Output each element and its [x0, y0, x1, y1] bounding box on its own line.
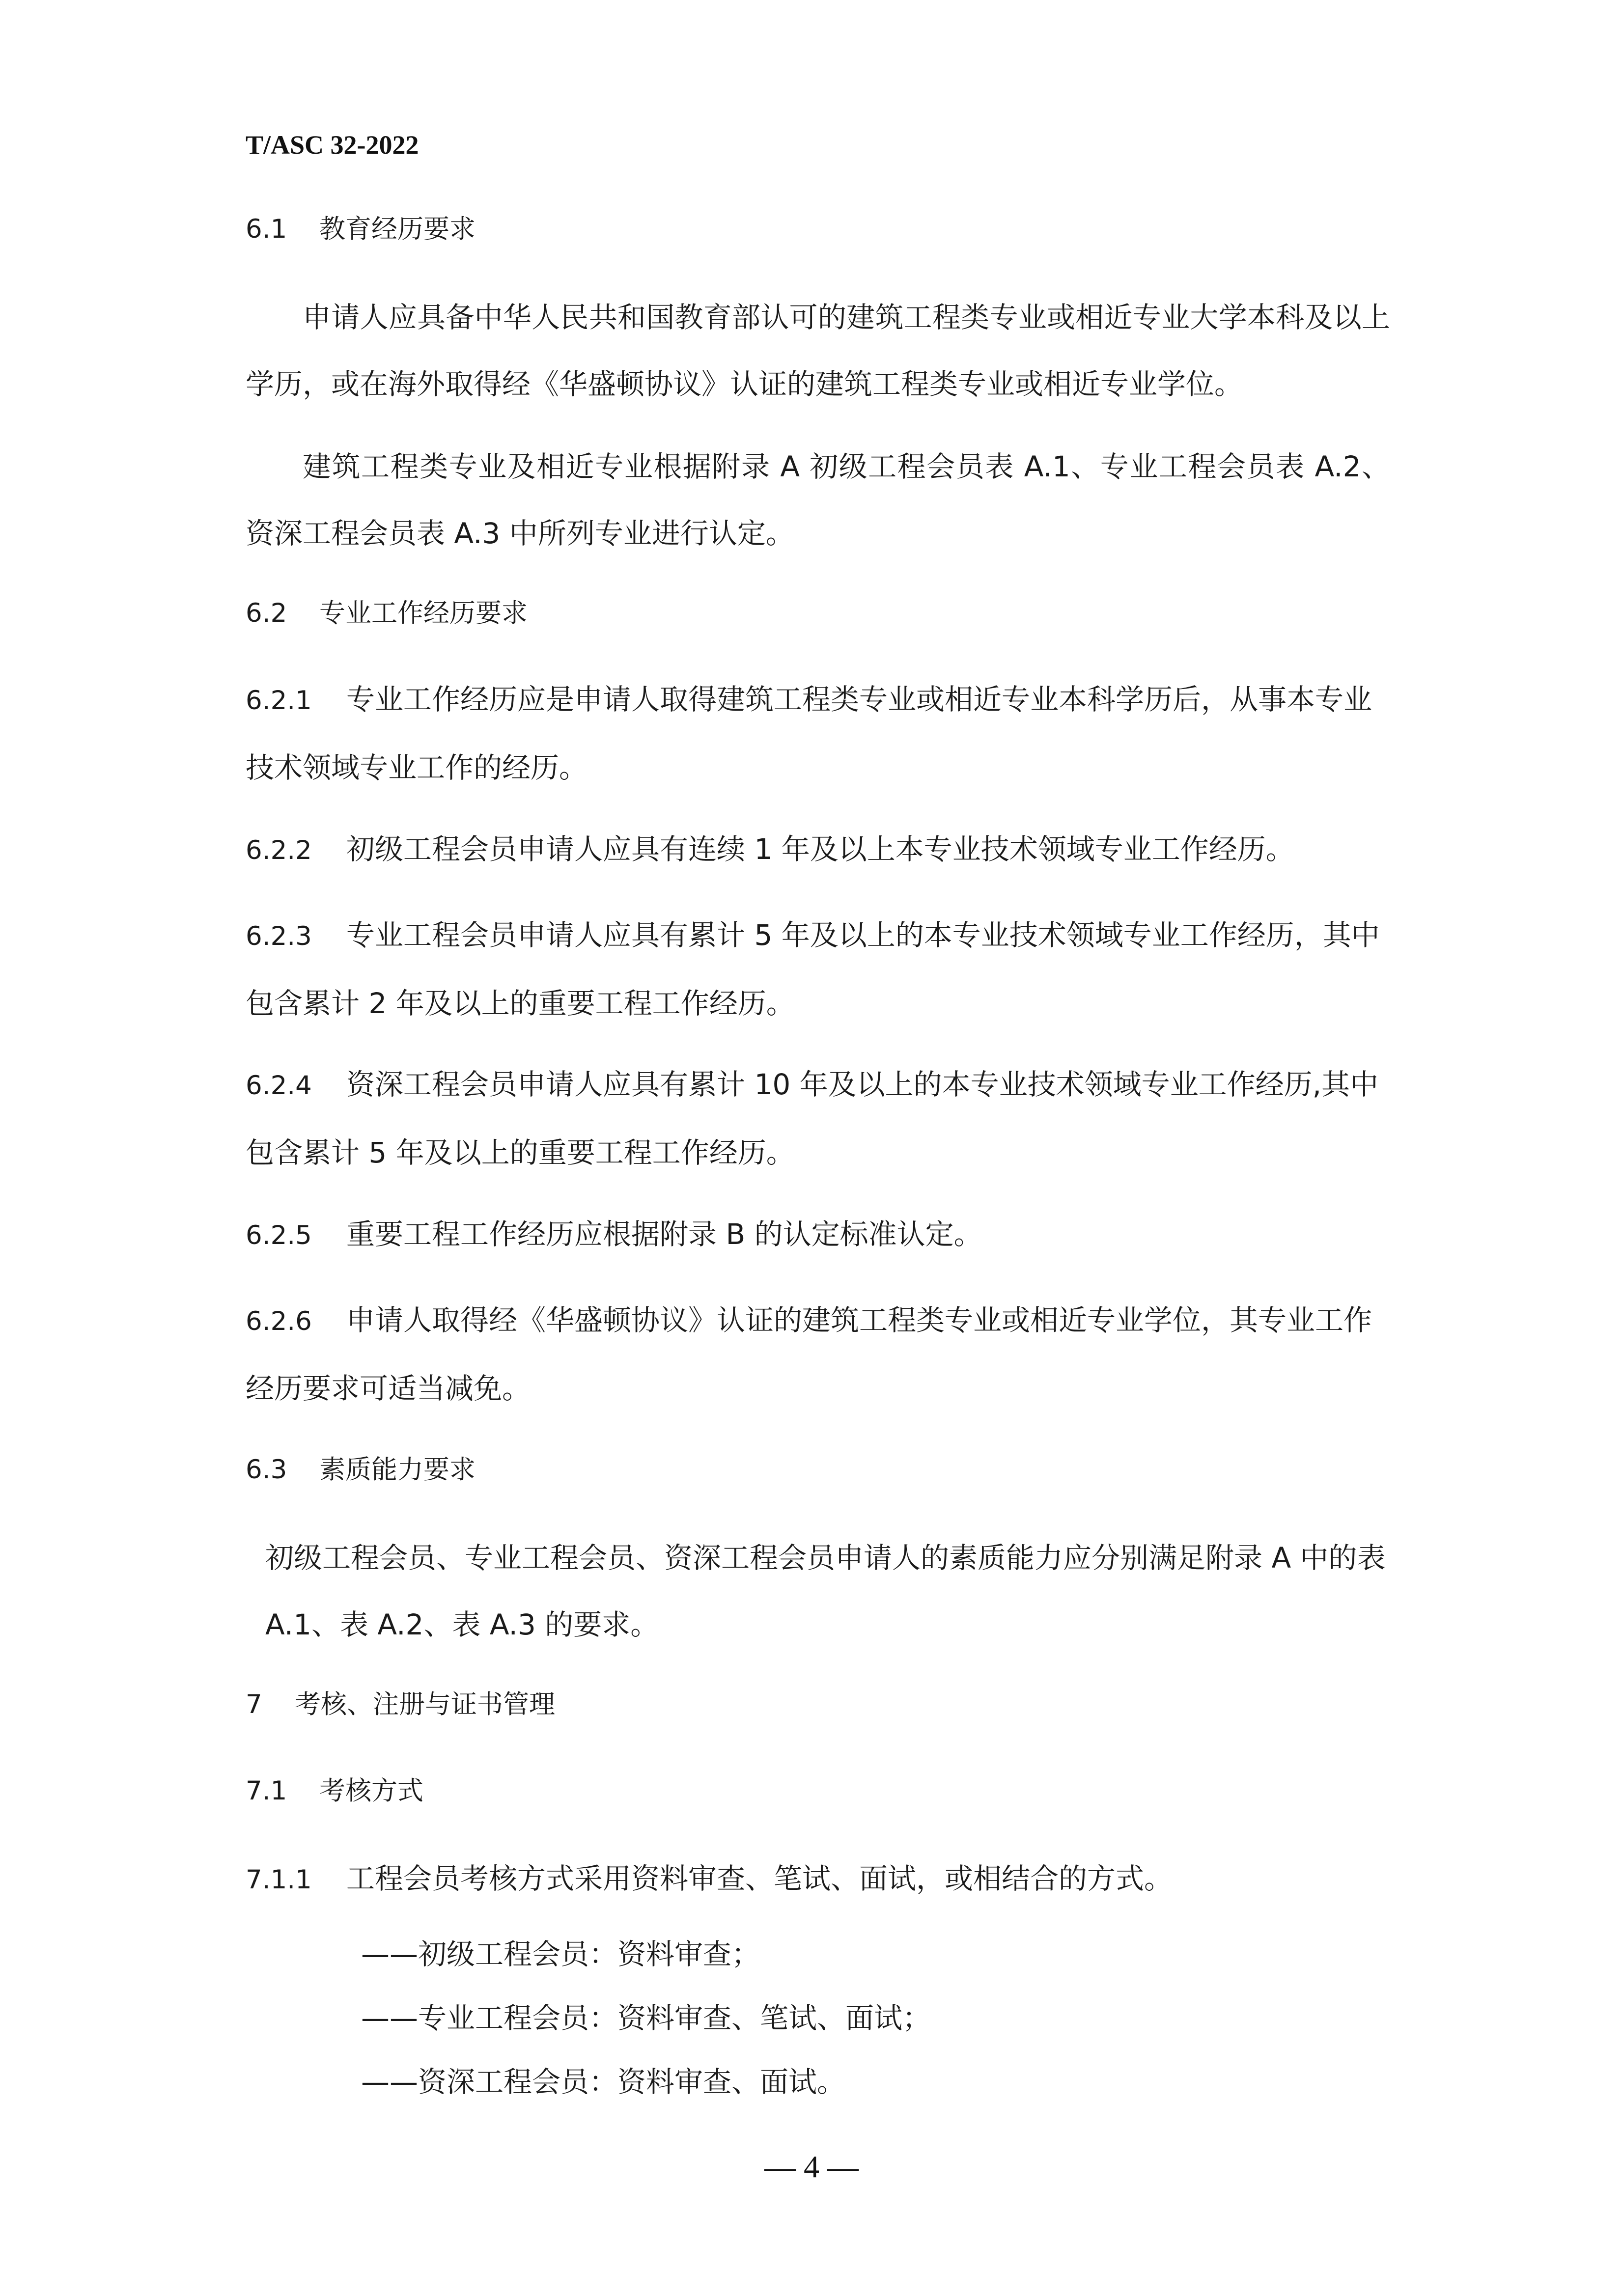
paragraph: 建筑工程类专业及相近专业根据附录 A 初级工程会员表 A.1、专业工程会员表 A.2、资深工程会员表 A.3 中所列专业进行认定。	[246, 450, 1390, 550]
clause-text: 初级工程会员申请人应具有连续 1 年及以上本专业技术领域专业工作经历。	[346, 832, 1294, 866]
page-number: — 4 —	[764, 2149, 859, 2184]
section-number: 7.1	[246, 1776, 287, 1806]
list-item: ——初级工程会员：资料审查；	[361, 1937, 760, 1971]
section-number: 6.2	[246, 598, 287, 628]
clause-6-2-3	[246, 902, 1390, 1037]
paragraph: 申请人应具备中华人民共和国教育部认可的建筑工程类专业或相近专业大学本科及以上学历，或在海外取得经《华盛顿协议》认证的建筑工程类专业或相近专业学位。	[246, 301, 1390, 401]
section-number: 6.1	[246, 214, 287, 244]
section-heading-6-1	[246, 216, 476, 242]
clause-text: 重要工程工作经历应根据附录 B 的认定标准认定。	[346, 1217, 982, 1251]
list-item: ——资深工程会员：资料审查、面试。	[361, 2065, 846, 2099]
clause-number: 6.2.6	[246, 1306, 312, 1336]
section-heading-6-2	[246, 600, 528, 626]
clause-7-1-1	[246, 1864, 1173, 1893]
section-number: 6.3	[246, 1455, 287, 1485]
clause-6-2-1	[246, 666, 1390, 801]
clause-6-2-5	[246, 1217, 982, 1251]
section-title: 考核、注册与证书管理	[295, 1689, 555, 1719]
clause-text: 申请人取得经《华盛顿协议》认证的建筑工程类专业或相近专业学位，其专业工作经历要求可适当减免。	[246, 1303, 1372, 1405]
clause-text: 专业工作经历应是申请人取得建筑工程类专业或相近专业本科学历后，从事本专业技术领域专业工作的经历。	[246, 683, 1372, 784]
clause-number: 6.2.2	[246, 835, 312, 865]
clause-number: 6.2.1	[246, 686, 312, 716]
clause-6-2-4	[246, 1051, 1390, 1186]
paragraph: 初级工程会员、专业工程会员、资深工程会员申请人的素质能力应分别满足附录 A 中的表 A.1、表 A.2、表 A.3 的要求。	[265, 1541, 1386, 1641]
section-number: 7	[246, 1689, 262, 1719]
clause-6-2-2	[246, 832, 1294, 866]
clause-6-2-6	[246, 1287, 1390, 1422]
section-heading-7-1	[246, 1778, 423, 1804]
clause-text: 专业工程会员申请人应具有累计 5 年及以上的本专业技术领域专业工作经历，其中包含累计 2 年及以上的重要工程工作经历。	[246, 918, 1380, 1020]
section-heading-6-3	[246, 1457, 476, 1483]
section-title: 素质能力要求	[319, 1455, 476, 1485]
clause-text: 资深工程会员申请人应具有累计 10 年及以上的本专业技术领域专业工作经历,其中包含累计 5 年及以上的重要工程工作经历。	[246, 1068, 1379, 1169]
clause-number: 7.1.1	[246, 1865, 312, 1895]
clause-text: 工程会员考核方式采用资料审查、笔试、面试，或相结合的方式。	[346, 1862, 1173, 1895]
section-title: 教育经历要求	[319, 214, 476, 244]
list-item: ——专业工程会员：资料审查、笔试、面试；	[361, 2001, 931, 2035]
clause-number: 6.2.5	[246, 1220, 312, 1250]
section-title: 考核方式	[319, 1776, 423, 1806]
section-title: 专业工作经历要求	[319, 598, 528, 628]
section-heading-7	[246, 1691, 555, 1717]
clause-number: 6.2.4	[246, 1071, 312, 1101]
clause-number: 6.2.3	[246, 921, 312, 951]
standard-code: T/ASC 32-2022	[246, 130, 419, 160]
